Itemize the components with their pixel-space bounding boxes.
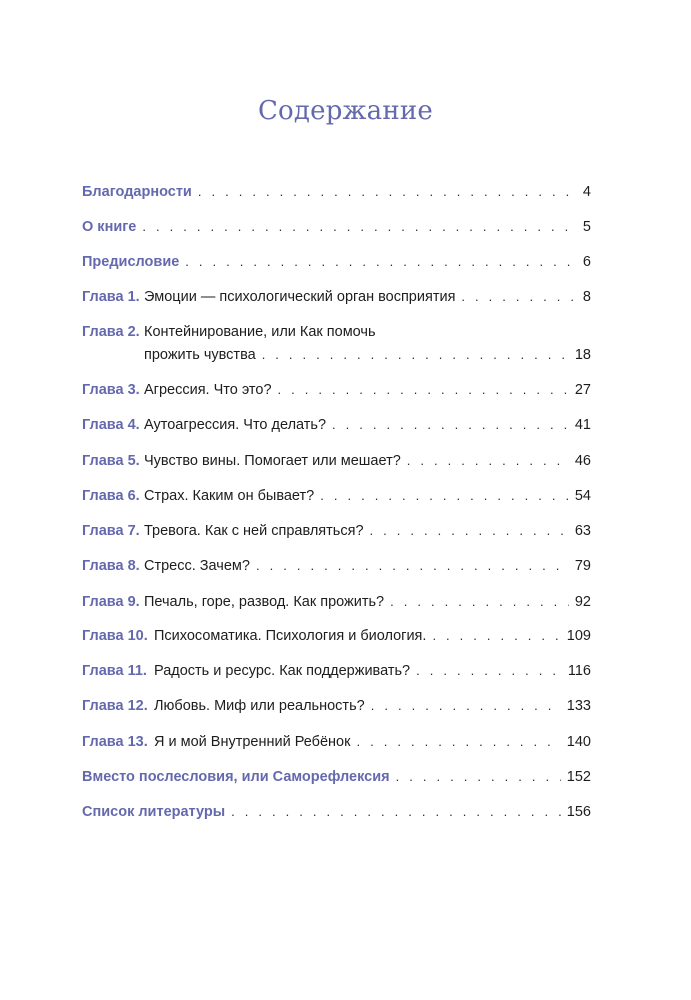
chapter-number: Глава 10. (82, 628, 148, 644)
toc-entry-chapter-13[interactable] (82, 732, 591, 752)
page-title: Содержание (257, 96, 434, 126)
toc-entry-chapter-10[interactable] (82, 626, 591, 646)
page-number: 4 (582, 184, 591, 200)
page-number: 41 (574, 417, 591, 433)
dot-leader (416, 661, 562, 681)
dot-leader (332, 415, 569, 435)
dot-leader (390, 592, 569, 612)
page-number: 27 (574, 382, 591, 398)
chapter-title: Я и мой Внутренний Ребёнок (154, 734, 351, 750)
toc-entry-afterword[interactable] (82, 767, 591, 787)
dot-leader (320, 486, 569, 506)
dot-leader (407, 451, 569, 471)
page-number: 79 (574, 558, 591, 574)
page-number: 92 (574, 594, 591, 610)
page-number: 116 (567, 663, 591, 679)
page-number: 46 (574, 453, 591, 469)
chapter-title: Эмоции — психологический орган восприятия (144, 289, 456, 305)
chapter-title: Чувство вины. Помогает или мешает? (144, 453, 401, 469)
toc-entry-chapter-6[interactable] (82, 486, 591, 506)
toc-entry-chapter-3[interactable] (82, 380, 591, 400)
dot-leader (262, 345, 569, 365)
chapter-title: Радость и ресурс. Как поддерживать? (154, 663, 411, 679)
dot-leader (198, 182, 577, 202)
page-number: 54 (574, 488, 591, 504)
entry-label: О книге (82, 219, 137, 235)
page-number: 109 (566, 628, 591, 644)
page-number: 152 (566, 769, 591, 785)
page-number: 8 (582, 289, 591, 305)
page-number: 140 (566, 734, 591, 750)
toc-entry-about-book[interactable] (82, 217, 591, 237)
dot-leader (185, 252, 577, 272)
toc-entry-chapter-9[interactable] (82, 592, 591, 612)
chapter-number: Глава 2. (82, 324, 140, 340)
toc-entry-acknowledgements[interactable] (82, 182, 591, 202)
chapter-title: Аутоагрессия. Что делать? (144, 417, 327, 433)
toc-entry-chapter-11[interactable] (82, 661, 591, 681)
chapter-number: Глава 6. (82, 488, 140, 504)
page-number: 6 (582, 254, 591, 270)
page-number: 18 (574, 347, 591, 363)
dot-leader (142, 217, 577, 237)
entry-label: Список литературы (82, 804, 226, 820)
toc-entry-foreword[interactable] (82, 252, 591, 272)
dot-leader (396, 767, 561, 787)
chapter-number: Глава 9. (82, 594, 140, 610)
toc-entry-references[interactable] (82, 802, 591, 822)
chapter-title: Печаль, горе, развод. Как прожить? (144, 594, 385, 610)
dot-leader (371, 696, 561, 716)
chapter-number: Глава 13. (82, 734, 148, 750)
entry-label: Вместо послесловия, или Саморефлексия (82, 769, 390, 785)
toc-entry-chapter-1[interactable] (82, 287, 591, 307)
toc-entry-chapter-7[interactable] (82, 521, 591, 541)
page-number: 156 (566, 804, 591, 820)
chapter-title-continued: прожить чувства (144, 347, 256, 363)
chapter-title: Стресс. Зачем? (144, 558, 250, 574)
chapter-title: Психосоматика. Психология и биология. (154, 628, 427, 644)
toc-entry-chapter-4[interactable] (82, 415, 591, 435)
chapter-number: Глава 4. (82, 417, 140, 433)
page-number: 133 (566, 698, 591, 714)
dot-leader (256, 556, 569, 576)
chapter-number: Глава 11. (82, 663, 147, 679)
chapter-title: Тревога. Как с ней справляться? (144, 523, 364, 539)
chapter-number: Глава 1. (82, 289, 140, 305)
chapter-title: Контейнирование, или Как помочь (144, 324, 376, 340)
dot-leader (231, 802, 561, 822)
toc-entry-chapter-2[interactable] (82, 322, 591, 365)
toc-entry-chapter-5[interactable] (82, 451, 591, 471)
dot-leader (461, 287, 577, 307)
dot-leader (370, 521, 569, 541)
chapter-title: Агрессия. Что это? (144, 382, 272, 398)
entry-label: Благодарности (82, 184, 192, 200)
toc-entry-chapter-8[interactable] (82, 556, 591, 576)
page-number: 63 (574, 523, 591, 539)
chapter-number: Глава 8. (82, 558, 140, 574)
chapter-number: Глава 12. (82, 698, 148, 714)
toc-entry-chapter-12[interactable] (82, 696, 591, 716)
chapter-number: Глава 5. (82, 453, 140, 469)
chapter-number: Глава 3. (82, 382, 140, 398)
dot-leader (432, 626, 560, 646)
page-number: 5 (582, 219, 591, 235)
dot-leader (278, 380, 569, 400)
chapter-title: Любовь. Миф или реальность? (154, 698, 365, 714)
entry-label: Предисловие (82, 254, 180, 270)
dot-leader (356, 732, 560, 752)
chapter-number: Глава 7. (82, 523, 140, 539)
chapter-title: Страх. Каким он бывает? (144, 488, 315, 504)
